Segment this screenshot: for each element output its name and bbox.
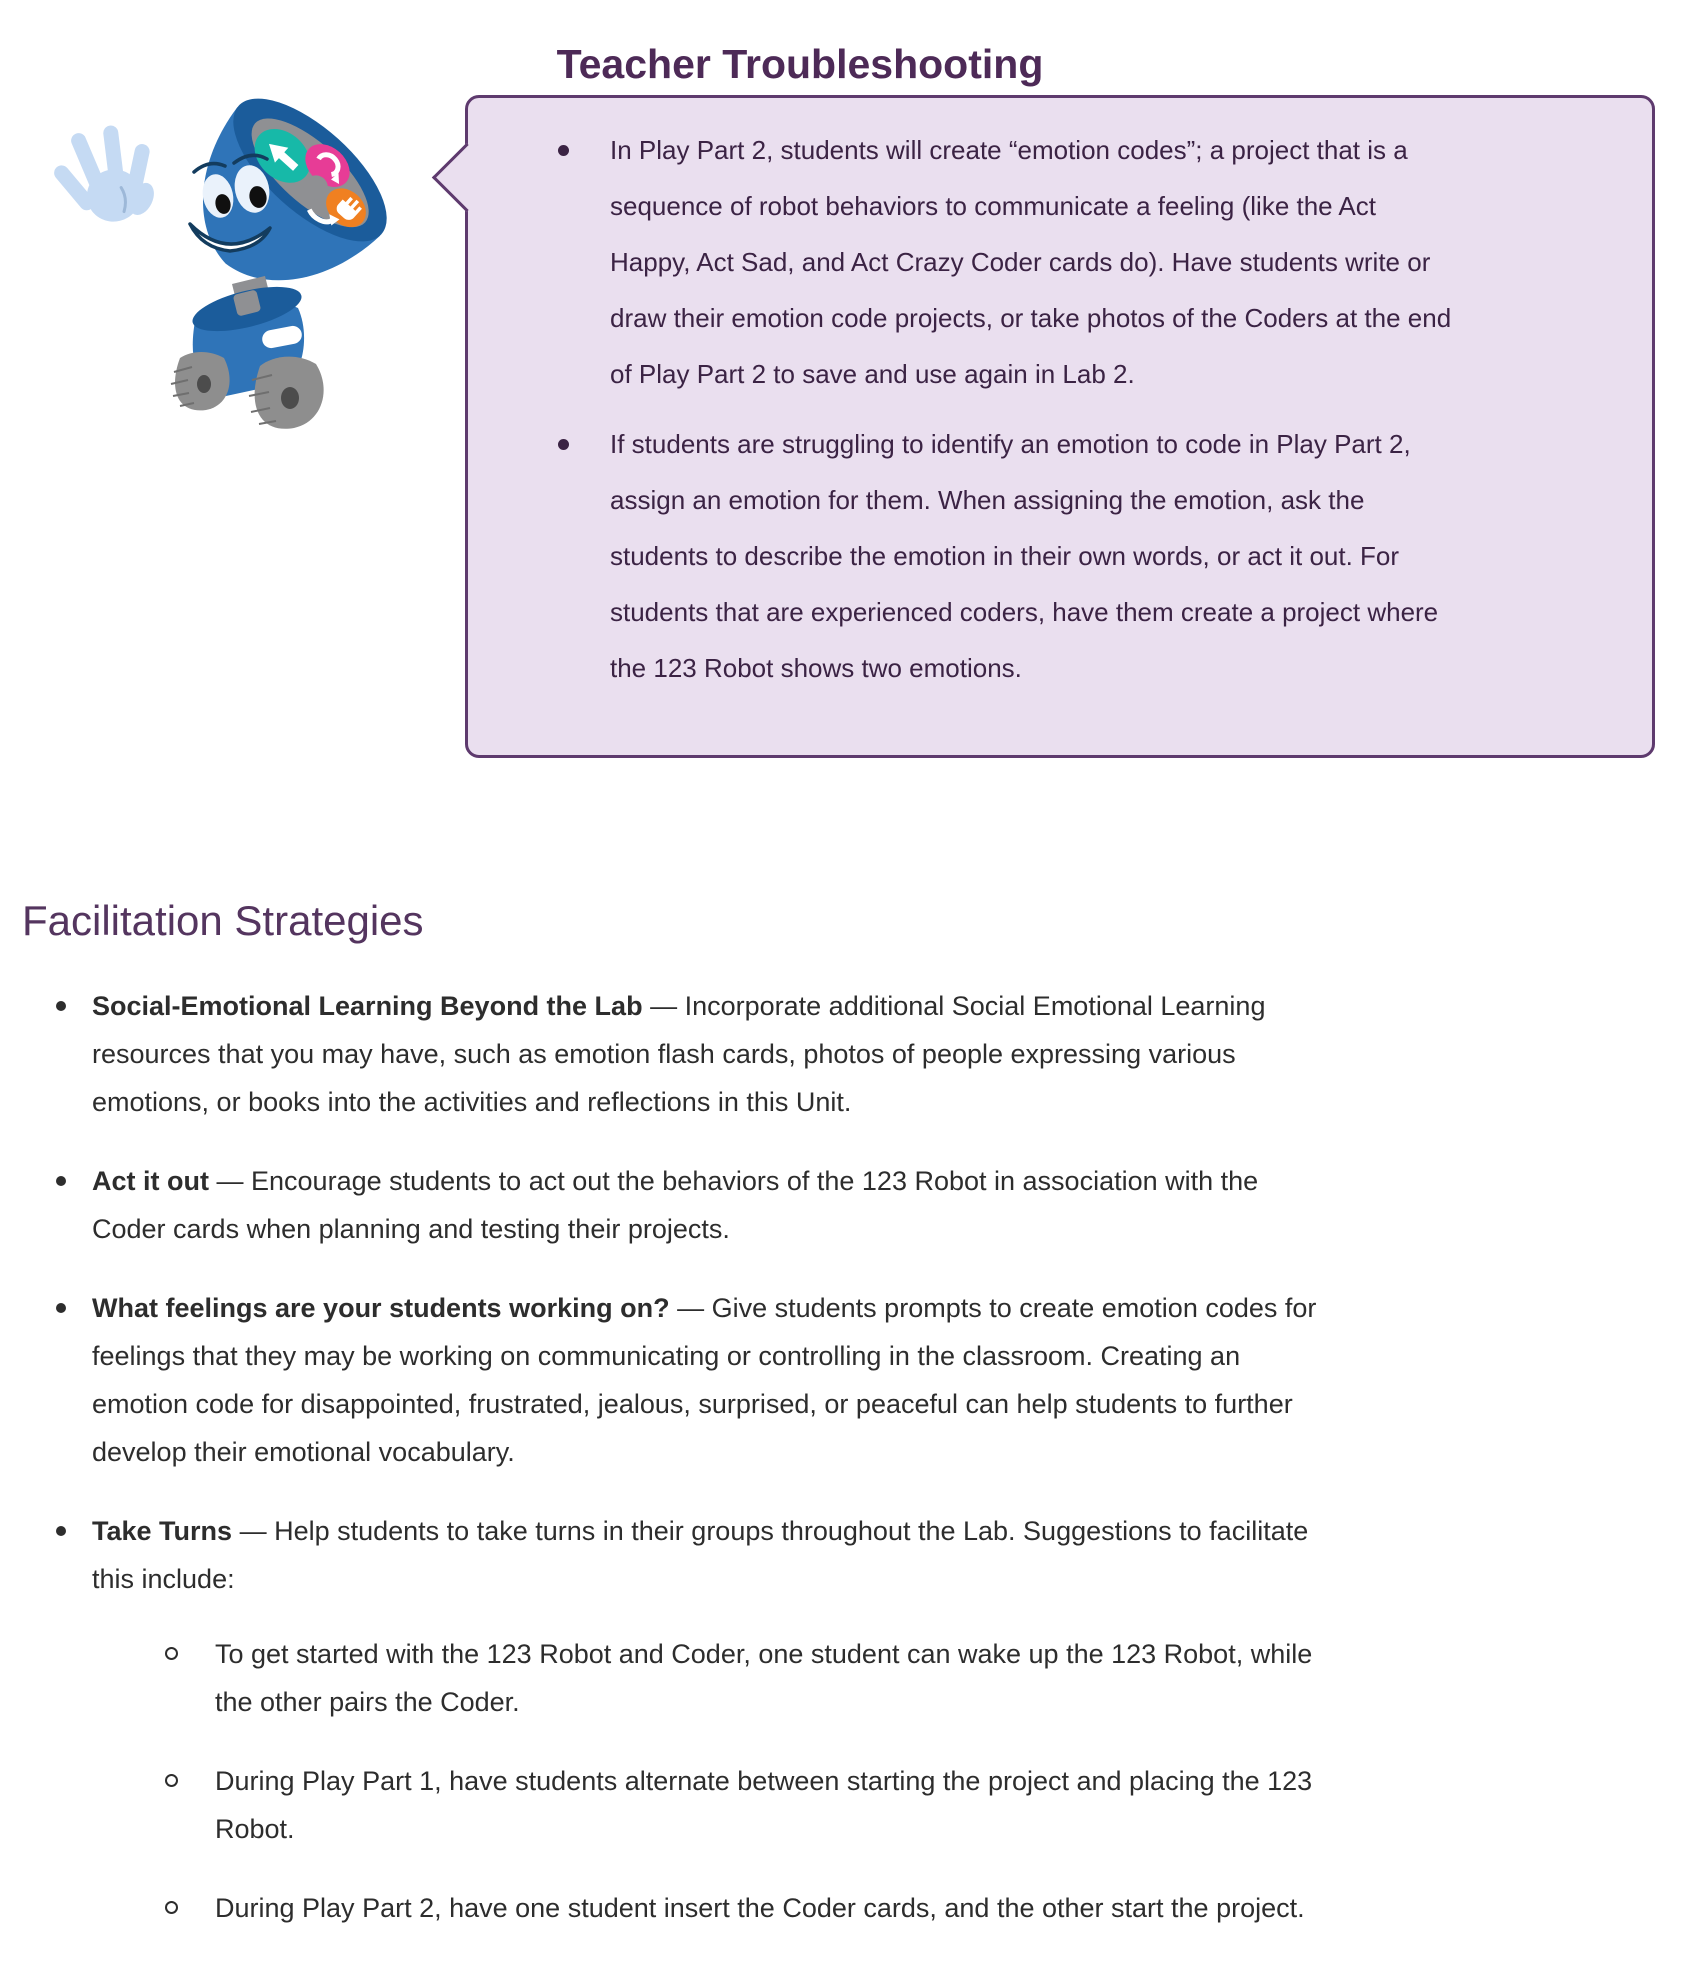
strategy-dash: — [239,1516,267,1547]
strategy-dash: — [216,1166,244,1197]
robot-mascot-illustration [28,76,398,456]
strategy-description: Give students prompts to create emotion codes for feelings that they may be working on communicating or controlling in the classroom. Creating an emotion code for disappointed, frustrated, jealous, surprised, or peaceful can help students to further develop their emotional vocabulary. [92,1293,1317,1468]
facilitation-strategies-section [22,898,1672,1963]
strategy-item [92,1157,1337,1253]
sub-strategy-item: During Play Part 1, have students alternate between starting the project and placing the 123 Robot. [215,1757,1337,1853]
troubleshooting-bullet: If students are struggling to identify an emotion to code in Play Part 2, assign an emotion for them. When assigning the emotion, ask the students to describe the emotion in their own words, or act it out. For students that are experienced coders, have them create a project where the 123 Robot shows two emotions. [610,416,1462,696]
strategy-term: Act it out [92,1166,209,1197]
strategy-dash: — [677,1293,705,1324]
strategy-term: Social-Emotional Learning Beyond the Lab [92,991,643,1022]
sub-strategy-item: To get started with the 123 Robot and Coder, one student can wake up the 123 Robot, while the other pairs the Coder. [215,1630,1337,1726]
strategy-description: Encourage students to act out the behaviors of the 123 Robot in association with the Coder cards when planning and testing their projects. [92,1166,1259,1245]
strategy-term: What feelings are your students working on? [92,1293,670,1324]
sub-strategy-item: During Play Part 2, have one student insert the Coder cards, and the other start the project. [215,1884,1337,1932]
troubleshooting-bullet: In Play Part 2, students will create “emotion codes”; a project that is a sequence of robot behaviors to communicate a feeling (like the Act Happy, Act Sad, and Act Crazy Coder cards do). Have students write or draw their emotion code projects, or take photos of the Coders at the end of Play Part 2 to save and use again in Lab 2. [610,122,1462,402]
page-title: Teacher Troubleshooting [556,41,1044,88]
strategies-list [22,982,1672,1932]
strategy-item [92,1507,1337,1932]
take-turns-sublist [92,1630,1337,1932]
robot-hand [43,116,168,238]
strategy-dash: — [650,991,678,1022]
troubleshooting-bullet-list [468,98,1652,696]
section-heading: Facilitation Strategies [22,897,424,944]
strategy-term: Take Turns [92,1516,233,1547]
strategy-description: Incorporate additional Social Emotional Learning resources that you may have, such as emotion flash cards, photos of people expressing various emotions, or books into the activities and reflections in this Unit. [92,991,1266,1118]
strategy-description: Help students to take turns in their groups throughout the Lab. Suggestions to facilitate this include: [92,1516,1309,1595]
strategy-item [92,1284,1337,1476]
teacher-troubleshooting-callout [465,95,1655,758]
strategy-item [92,982,1337,1126]
